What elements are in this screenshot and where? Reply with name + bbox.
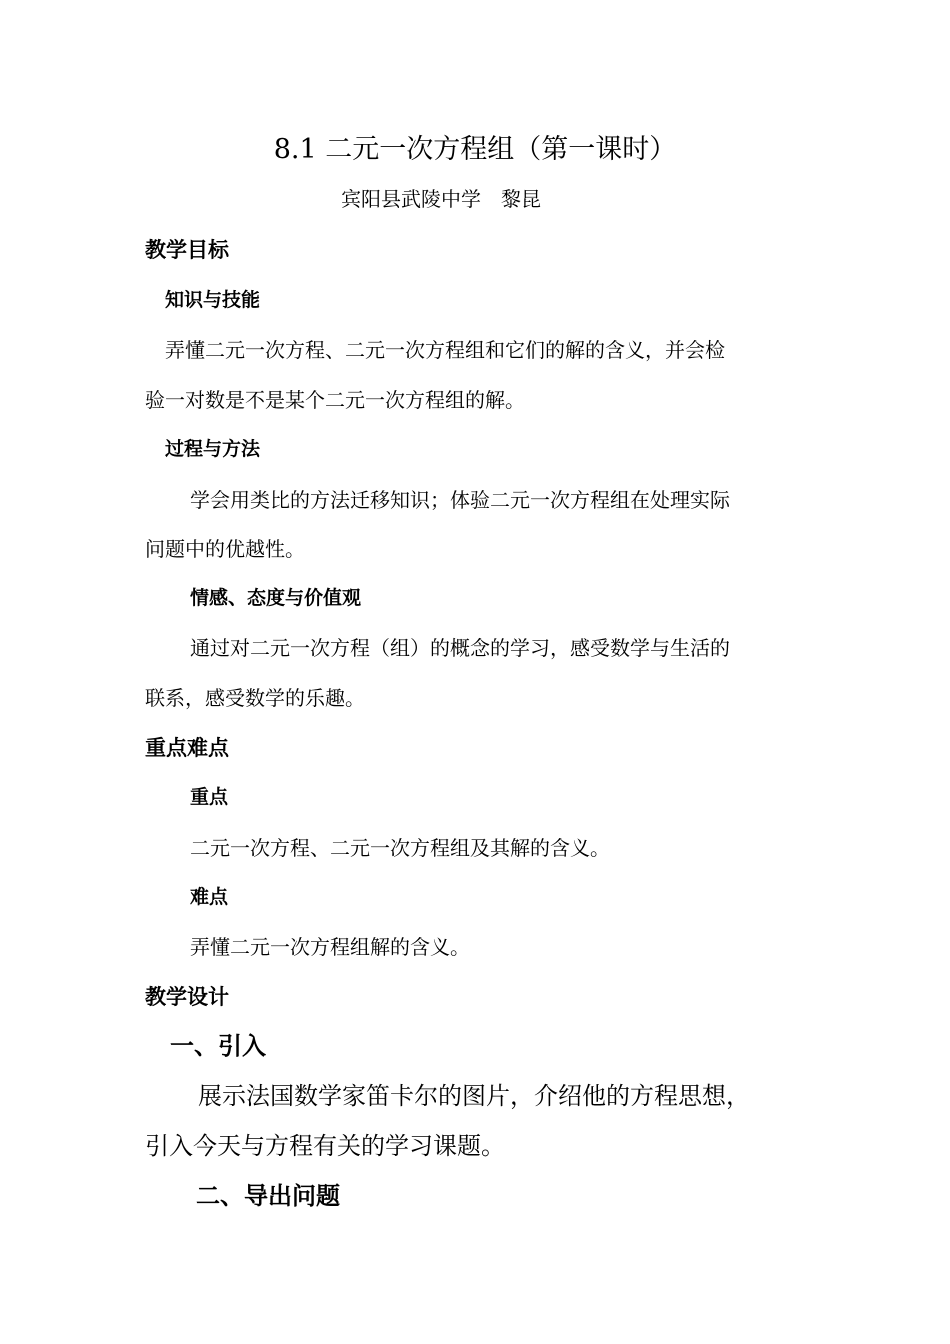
process-line-1: 学会用类比的方法迁移知识；体验二元一次方程组在处理实际	[190, 488, 730, 512]
subheading-emotion: 情感、态度与价值观	[190, 588, 362, 609]
heading-objectives: 教学目标	[145, 239, 229, 262]
emotion-line-2: 联系，感受数学的乐趣。	[145, 686, 365, 710]
subheading-difficult: 难点	[190, 887, 229, 908]
difficult-text: 弄懂二元一次方程组解的含义。	[190, 935, 470, 959]
knowledge-line-1: 弄懂二元一次方程、二元一次方程组和它们的解的含义，并会检	[165, 338, 725, 362]
heading-problem: 二、导出问题	[196, 1183, 340, 1210]
knowledge-line-2: 验一对数是不是某个二元一次方程组的解。	[145, 388, 525, 412]
subheading-knowledge: 知识与技能	[165, 290, 261, 311]
subheading-key: 重点	[190, 787, 229, 808]
key-text: 二元一次方程、二元一次方程组及其解的含义。	[190, 836, 610, 860]
intro-line-2: 引入今天与方程有关的学习课题。	[145, 1132, 505, 1160]
intro-line-1: 展示法国数学家笛卡尔的图片，介绍他的方程思想，	[198, 1082, 750, 1110]
subheading-process: 过程与方法	[165, 439, 261, 460]
author-line: 宾阳县武陵中学 黎昆	[341, 187, 541, 211]
process-line-2: 问题中的优越性。	[145, 537, 305, 561]
heading-design: 教学设计	[145, 986, 229, 1009]
emotion-line-1: 通过对二元一次方程（组）的概念的学习，感受数学与生活的	[190, 636, 730, 660]
heading-keypoints: 重点难点	[145, 737, 229, 760]
document-title: 8.1 二元一次方程组（第一课时）	[273, 134, 677, 165]
heading-intro: 一、引入	[170, 1033, 266, 1060]
